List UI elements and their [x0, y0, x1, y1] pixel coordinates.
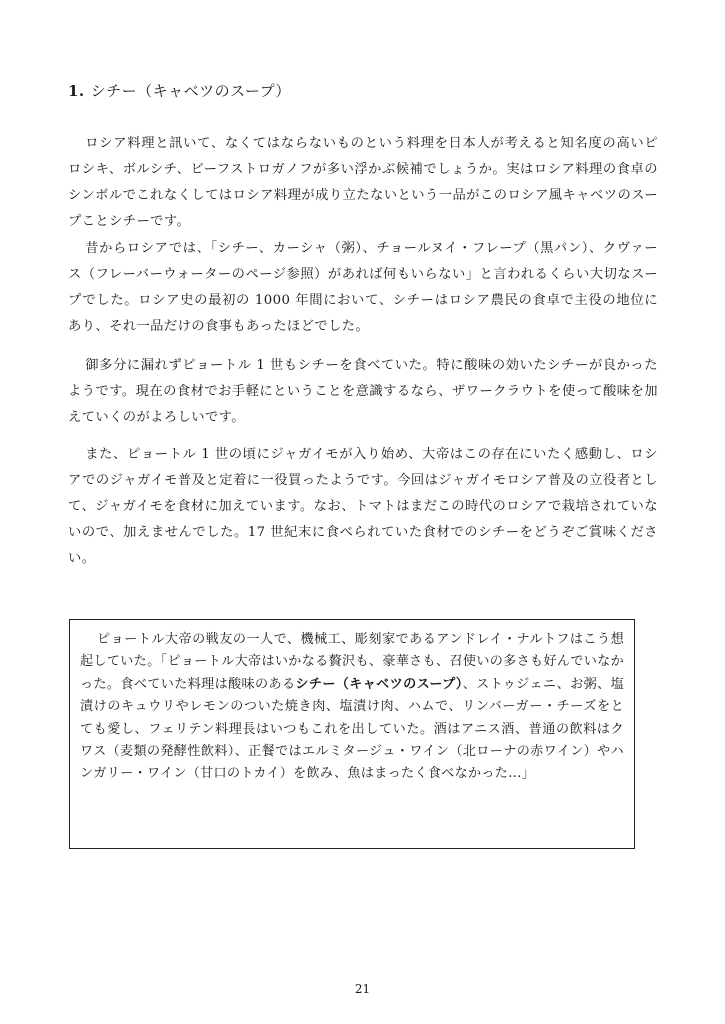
quote-text-before: ピョートル大帝の戦友の一人で、機械工、彫刻家であるアンドレイ・ナルトフはこう想起していた。「ピョートル大帝はいかなる贅沢も、豪華さも、召使いの多さも好んでいなかった。食べていた料理は酸味のある	[80, 632, 624, 692]
paragraph-potato: また、ピョートル 1 世の頃にジャガイモが入り始め、大帝はこの存在にいたく感動し、ロシアでのジャガイモ普及と定着に一役買ったようです。今回はジャガイモロシア普及の立役者として、ジャガイモを食材に加えています。なお、トマトはまだこの時代のロシアで栽培されていないので、加えませんでした。17 世紀末に食べられていた食材でのシチーをどうぞご賞味ください。	[68, 447, 658, 566]
paragraph-intro: ロシア料理と訊いて、なくてはならないものという料理を日本人が考えると知名度の高いピロシキ、ボルシチ、ビーフストロガノフが多い浮かぶ候補でしょうか。実はロシア料理の食卓のシンボルでこれなくしてはロシア料理が成り立たないという一品がこのロシア風キャベツのスープことシチーです。	[68, 136, 658, 229]
quote-box	[69, 619, 635, 849]
quote-text-after: 、ストゥジェニ、お粥、塩漬けのキュウリやレモンのついた焼き肉、塩漬け肉、ハムで、リンバーガー・チーズをとても愛し、フェリテン料理長はいつもこれを出していた。酒はアニス酒、普通の飲料はクワス（麦類の発酵性飲料）、正餐ではエルミタージュ・ワイン（北ローナの赤ワイン）やハンガリー・ワイン（甘口のトカイ）を飲み、魚はまったく食べなかった...」	[80, 676, 624, 782]
quote-text	[80, 629, 624, 786]
section-title: シチー（キャベツのスープ）	[90, 82, 291, 100]
section-number: 1.	[68, 82, 85, 100]
page-number: 21	[354, 982, 371, 996]
paragraph-peter: 御多分に漏れずピョートル 1 世もシチーを食べていた。特に酸味の効いたシチーが良かったようです。現在の食材でお手軽にということを意識するなら、ザワークラウトを使って酸味を加えていくのがよろしいです。	[68, 358, 658, 425]
section-heading	[68, 80, 291, 101]
paragraph-history: 昔からロシアでは、「シチー、カーシャ（粥）、チョールヌイ・フレープ（黒パン）、クヴァース（フレーバーウォーターのページ参照）があれば何もいらない」と言われるくらい大切なスープでした。ロシア史の最初の 1000 年間において、シチーはロシア農民の食卓で主役の地位にあり、それ一品だけの食事もあったほどでした。	[68, 241, 658, 334]
quote-text-bold: シチー（キャベツのスープ）	[295, 676, 463, 692]
